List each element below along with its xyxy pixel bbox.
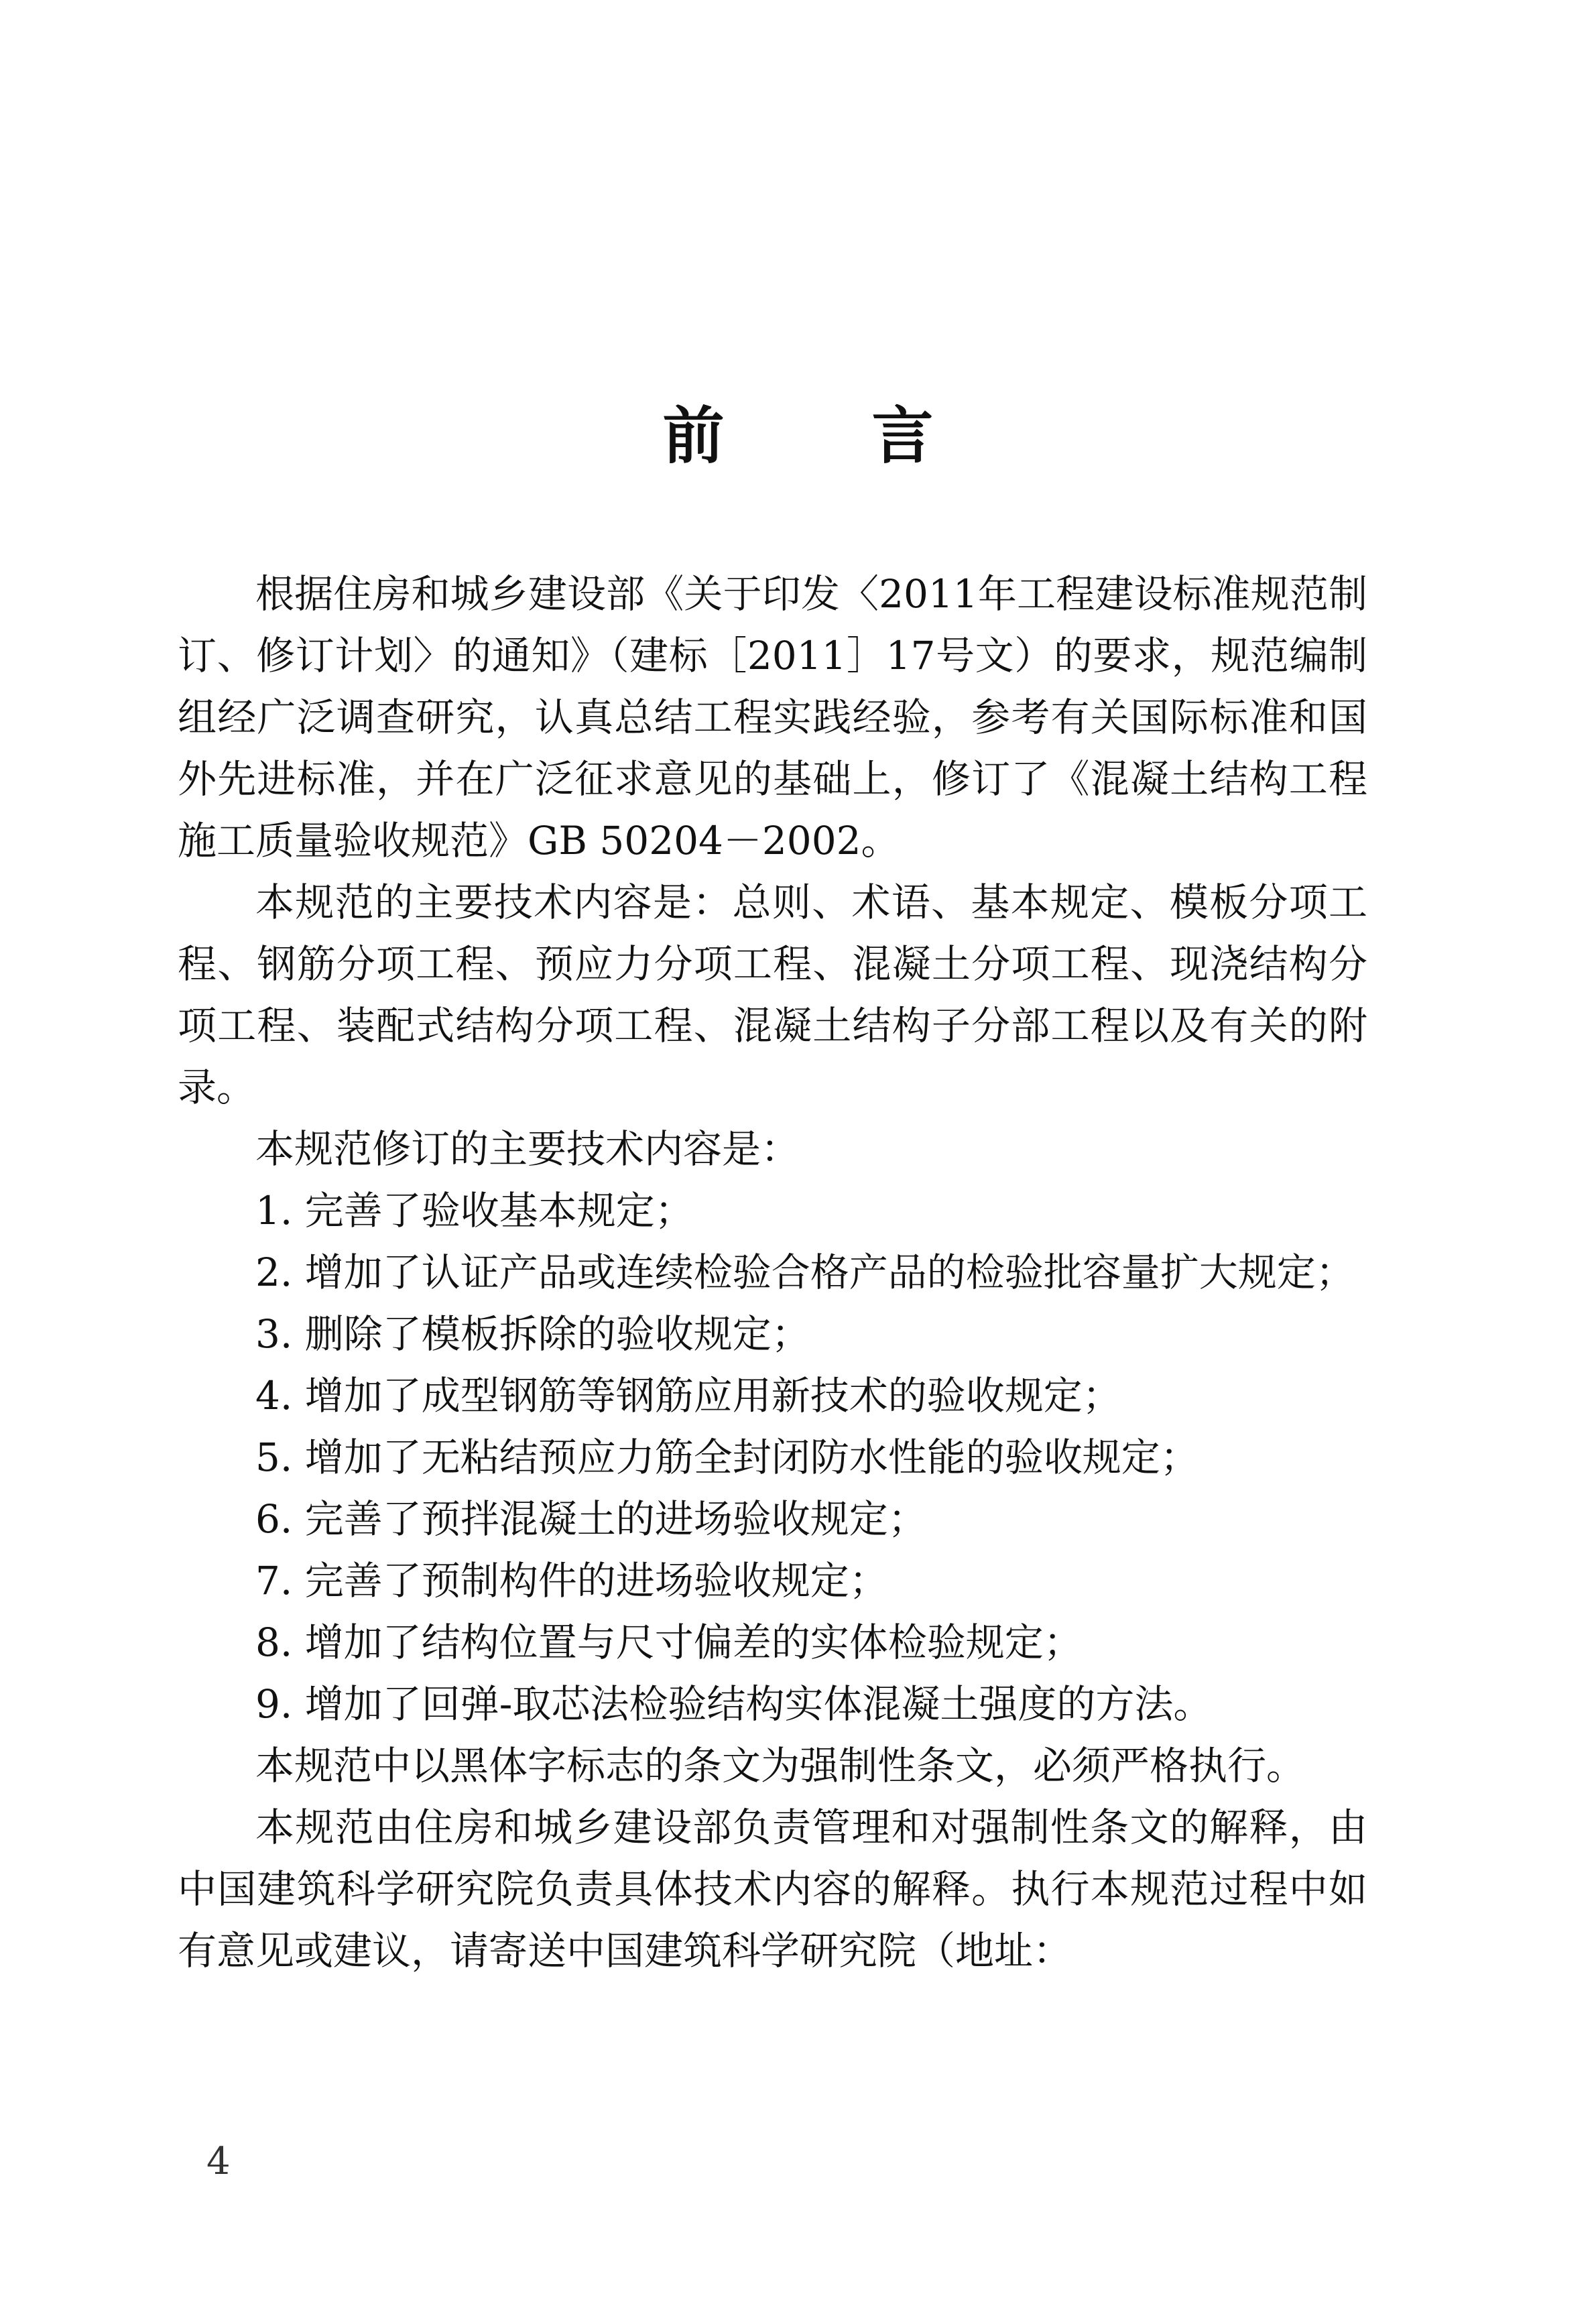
paragraph-revision-intro: 本规范修订的主要技术内容是： xyxy=(255,1126,800,1172)
paragraph-main-contents: 本规范的主要技术内容是：总则、术语、基本规定、模板分项工程、钢筋分项工程、预应力分项工程、混凝土分项工程、现浇结构分项工程、装配式结构分项工程、混凝土结构子分部工程以及有关的附录。 xyxy=(178,879,1367,1110)
page-number: 4 xyxy=(206,2140,231,2183)
list-item: 2. 增加了认证产品或连续检验合格产品的检验批容量扩大规定； xyxy=(255,1250,1355,1295)
paragraph-mandatory-clauses: 本规范中以黑体字标志的条文为强制性条文，必须严格执行。 xyxy=(255,1743,1306,1788)
list-item: 4. 增加了成型钢筋等钢筋应用新技术的验收规定； xyxy=(255,1373,1121,1418)
list-item: 1. 完善了验收基本规定； xyxy=(255,1188,694,1233)
list-item: 5. 增加了无粘结预应力筋全封闭防水性能的验收规定； xyxy=(255,1435,1199,1480)
list-item: 6. 完善了预拌混凝土的进场验收规定； xyxy=(255,1496,927,1542)
list-item: 8. 增加了结构位置与尺寸偏差的实体检验规定； xyxy=(255,1620,1083,1665)
list-item: 7. 完善了预制构件的进场验收规定； xyxy=(255,1558,888,1603)
paragraph-management: 本规范由住房和城乡建设部负责管理和对强制性条文的解释，由中国建筑科学研究院负责具体技术内容的解释。执行本规范过程中如有意见或建议，请寄送中国建筑科学研究院（地址： xyxy=(178,1805,1367,1973)
paragraph-revision-basis: 根据住房和城乡建设部《关于印发〈2011年工程建设标准规范制订、修订计划〉的通知》（建标［2011］17号文）的要求，规范编制组经广泛调查研究，认真总结工程实践经验，参考有关国际标准和国外先进标准，并在广泛征求意见的基础上，修订了《混凝土结构工程施工质量验收规范》GB 50204－2002。 xyxy=(178,571,1367,863)
body-text xyxy=(178,563,1367,1982)
list-item: 3. 删除了模板拆除的验收规定； xyxy=(255,1311,810,1357)
list-item: 9. 增加了回弹-取芯法检验结构实体混凝土强度的方法。 xyxy=(255,1681,1213,1727)
page-title: 前言 xyxy=(662,400,1081,472)
